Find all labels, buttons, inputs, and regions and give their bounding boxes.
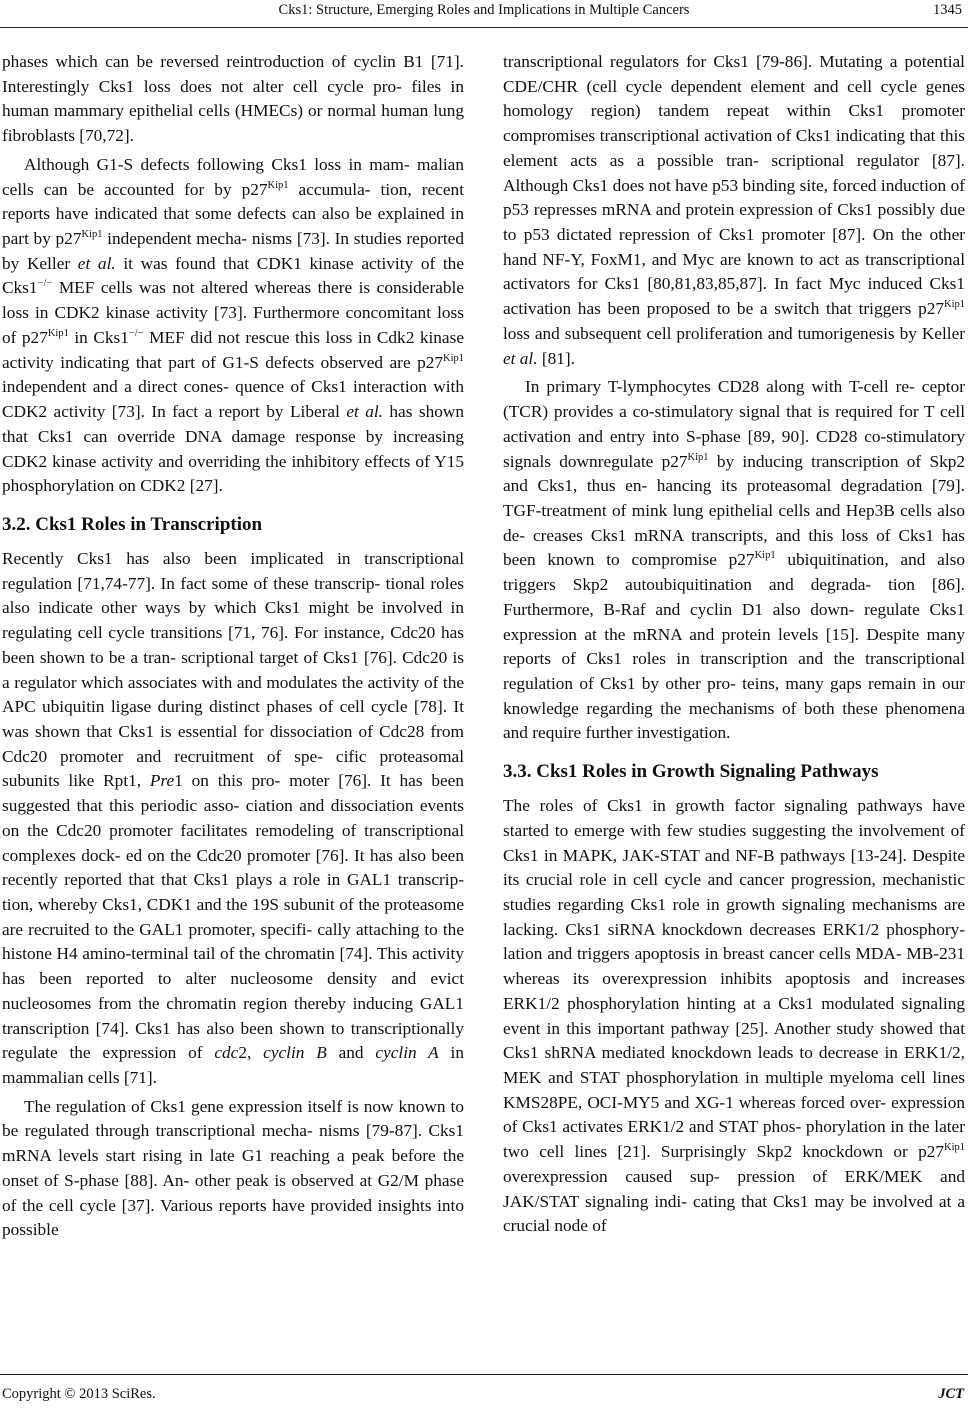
section-heading-3-2: 3.2. Cks1 Roles in Transcription: [2, 513, 263, 535]
paragraph: Although G1-S defects following Cks1 loss in mam- malian cells can be accounted for by $p27^{Kip1}$ accumula- tion, recent reports have indicated that some defects can also be explained in part by $p27^{Kip1}$ independent mecha- nisms [73]. In studies reported by Keller et al. it was found that CDK1 kinase activity of the Cks1−/− MEF cells was not altered whereas there is considerable loss in CDK2 kinase activity [73]. Furthermore concomitant loss of $p27^{Kip1}$ in Cks1−/− MEF did not rescue this loss in Cdk2 kinase activity indicating that part of G1-S defects observed are $p27^{Kip1}$ independent and a direct cones- quence of Cks1 interaction with CDK2 activity [73]. In fact a report by Liberal et al. has shown that Cks1 can override DNA damage response by increasing CDK2 kinase activity and overriding the inhibitory effects of Y15 phosphorylation on CDK2 [27].: [2, 154, 464, 496]
paragraph: Recently Cks1 has also been implicated in transcriptional regulation [71,74-77]. In fact some of these transcrip- tional roles also indicate other ways by which Cks1 might be involved in regulating cell cycle transitions [71, 76]. For instance, Cdc20 has been shown to be a tran- scriptional target of Cks1 [76]. Cdc20 is a regulator which associates with and modulates the activity of the APC ubiquitin ligase during distinct phases of cell cycle [78]. It was shown that Cks1 is essential for dissociation of Cdc28 from Cdc20 promoter and recruitment of spe- cific proteasomal subunits like Rpt1, Pre1 on this pro- moter [76]. It has been suggested that this periodic asso- ciation and dissociation events on the Cdc20 promoter facilitates remodeling of transcriptional complexes dock- ed on the Cdc20 promoter [76]. It has also been recently reported that that Cks1 plays a role in GAL1 transcrip- tion, whereby Cks1, CDK1 and the 19S subunit of the proteasome are recruited to the GAL1 promoter, specifi- cally attaching to the histone H4 amino-terminal tail of the chromatin [74]. This activity has been reported to alter nucleosome density and evict nucleosomes from the chromatin region thereby inducing GAL1 transcription [74]. Cks1 has also been shown to transcriptionally regulate the expression of cdc2, cyclin B and cyclin A in mammalian cells [71].: [2, 548, 465, 1088]
section-heading-3-3: 3.3. Cks1 Roles in Growth Signaling Pathways: [503, 761, 879, 783]
journal-name: JCT: [938, 1386, 964, 1402]
right-column: [503, 50, 965, 1239]
page-number: 1345: [933, 2, 962, 18]
copyright-notice: Copyright © 2013 SciRes.: [2, 1386, 156, 1402]
left-column: [2, 50, 464, 1243]
running-header: [0, 2, 968, 30]
paragraph: The roles of Cks1 in growth factor signaling pathways have started to emerge with few studies suggesting the involvement of Cks1 in MAPK, JAK-STAT and NF-B pathways [13-24]. Despite its crucial role in cell cycle and cancer progression, mechanistic studies regarding Cks1 role in growth signaling mechanisms are lacking. Cks1 siRNA knockdown decreases ERK1/2 phosphory- lation and triggers apoptosis in breast cancer cells MDA- MB-231 whereas its overexpression inhibits apoptosis and increases ERK1/2 phosphorylation hinting at a Cks1 modulated signaling event in this important pathway [25]. Another study showed that Cks1 shRNA mediated knockdown leads to decrease in ERK1/2, MEK and STAT phosphorylation in multiple myeloma cell lines KMS28PE, OCI-MY5 and XG-1 whereas forced over- expression of Cks1 activates ERK1/2 and STAT phos- phorylation in the later two cell lines [21]. Surprisingly Skp2 knockdown or $p27^{Kip1}$ overexpression caused sup- pression of ERK/MEK and JAK/STAT signaling indi- cating that Cks1 may be involved at a crucial node of: [503, 796, 965, 1236]
paragraph: The regulation of Cks1 gene expression itself is now known to be regulated through transcriptional mecha- nisms [79-87]. Cks1 mRNA levels start rising in late G1 reaching a peak before the onset of S-phase [88]. An- other peak is observed at G2/M phase of the cell cycle [37]. Various reports have provided insights into possible: [2, 1096, 464, 1240]
header-rule: [0, 27, 968, 28]
paragraph: In primary T-lymphocytes CD28 along with T-cell re- ceptor (TCR) provides a co-stimulatory signal that is required for T cell activation and entry into S-phase [89, 90]. CD28 co-stimulatory signals downregulate $p27^{Kip1}$ by inducing transcription of Skp2 and Cks1, thus en- hancing its proteasomal degradation [79]. TGF-treatment of mink lung epithelial cells and Hep3B cells also de- creases Cks1 mRNA transcripts, and this loss of Cks1 has been known to compromise $p27^{Kip1}$ ubiquitination, and also triggers Skp2 autoubiquitination and degrada- tion [86]. Furthermore, B-Raf and cyclin D1 also down- regulate Cks1 expression at the mRNA and protein levels [15]. Despite many reports of Cks1 roles in transcription and the transcriptional regulation of Cks1 by other pro- teins, many gaps remain in our knowledge regarding the mechanisms of both these phenomena and require further investigation.: [503, 377, 965, 743]
running-title: Cks1: Structure, Emerging Roles and Implications in Multiple Cancers: [278, 2, 690, 18]
footer-rule: [0, 1374, 968, 1375]
paragraph: transcriptional regulators for Cks1 [79-86]. Mutating a potential CDE/CHR (cell cycle dependent element and cell cycle genes homology region) tandem repeat within Cks1 promoter compromises transcriptional activation of Cks1 indicating that this element acts as a possible tran- scriptional regulator [87]. Although Cks1 does not have p53 binding site, forced induction of p53 represses mRNA and protein expression of Cks1 possibly due to p53 dictated repression of Cks1 promoter [87]. On the other hand NF-Y, FoxM1, and Myc are known to act as transcriptional activators for Cks1 [80,81,83,85,87]. In fact Myc induced Cks1 activation has been proposed to be a switch that triggers $p27^{Kip1}$ loss and subsequent cell proliferation and tumorigenesis by Keller et al. [81].: [503, 52, 965, 368]
paragraph: phases which can be reversed reintroduction of cyclin B1 [71]. Interestingly Cks1 loss does not alter cell cycle pro- files in human mammary epithelial cells (HMECs) or normal human lung fibroblasts [70,72].: [2, 52, 464, 146]
